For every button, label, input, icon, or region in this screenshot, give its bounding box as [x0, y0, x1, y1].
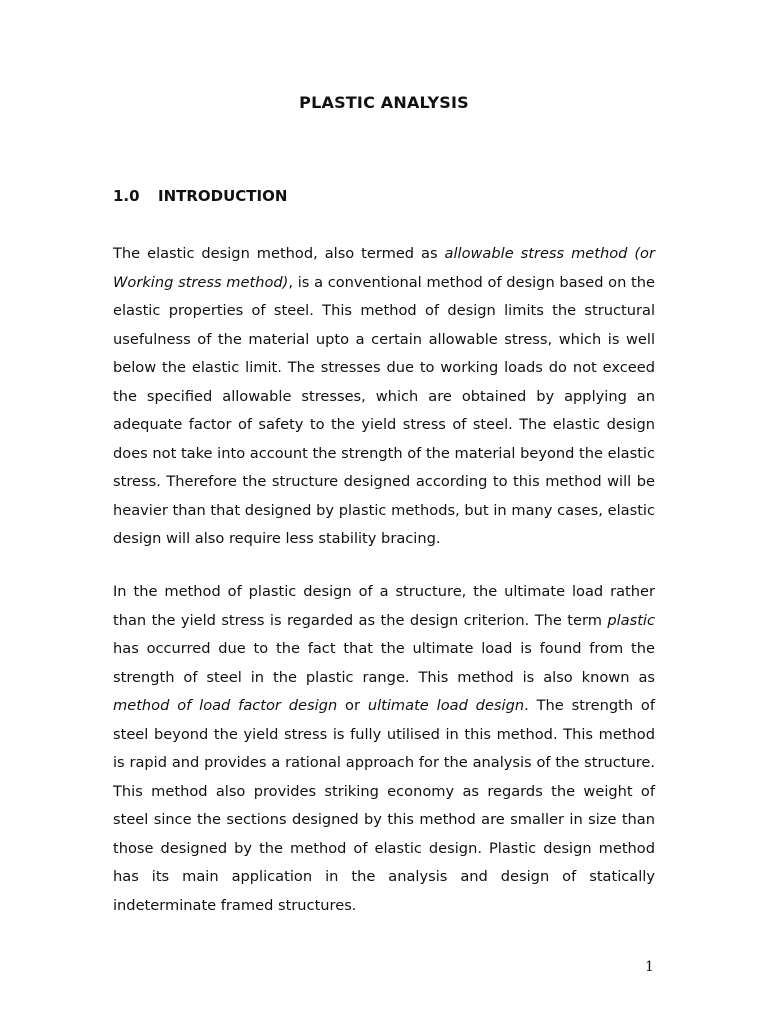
section-heading: [113, 187, 287, 205]
paragraph-elastic-design: [113, 240, 655, 554]
emphasis-text: allowable stress method (or Working stress method): [113, 245, 655, 291]
paragraph-text: In the method of plastic design of a structure, the ultimate load rather than the yield stress is regarded as the design criterion. The term: [113, 583, 655, 629]
paragraph-text: . The strength of steel beyond the yield stress is fully utilised in this method. This method is rapid and provides a rational approach for the analysis of the structure. This method also provides striking economy as regards the weight of steel since the sections designed by this method are smaller in size than those designed by the method of elastic design. Plastic design method has its main application in the analysis and design of statically indeterminate framed structures.: [113, 697, 655, 914]
paragraph-text: , is a conventional method of design based on the elastic properties of steel. This method of design limits the structural usefulness of the material upto a certain allowable stress, which is well below the elastic limit. The stresses due to working loads do not exceed the specified allowable stresses, which are obtained by applying an adequate factor of safety to the yield stress of steel. The elastic design does not take into account the strength of the material beyond the elastic stress. Therefore the structure designed according to this method will be heavier than that designed by plastic methods, but in many cases, elastic design will also require less stability bracing.: [113, 273, 656, 547]
emphasis-text: method of load factor design: [113, 697, 338, 714]
emphasis-text: plastic: [607, 611, 655, 629]
section-number: 1.0: [113, 187, 140, 205]
paragraph-plastic-design: [113, 578, 655, 920]
paragraph-text: The elastic design method, also termed as: [113, 245, 445, 262]
paragraph-text: or: [337, 697, 368, 714]
page-number: 1: [645, 959, 654, 975]
paragraph-text: has occurred due to the fact that the ultimate load is found from the strength of steel in the plastic range. This method is also known as: [113, 640, 655, 686]
section-title: INTRODUCTION: [158, 187, 288, 205]
emphasis-text: ultimate load design: [367, 697, 525, 714]
document-title: PLASTIC ANALYSIS: [299, 93, 469, 112]
